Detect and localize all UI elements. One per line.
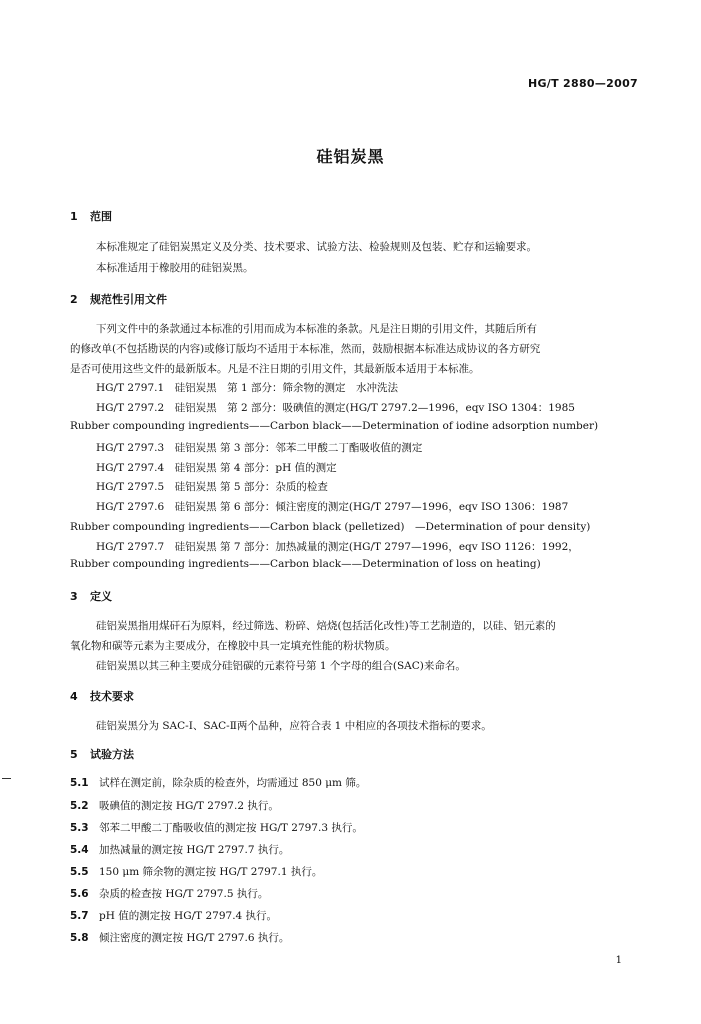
section-1-line: 本标准适用于橡胶用的硅铝炭黑。: [96, 262, 254, 274]
section-title: 范围: [90, 210, 112, 223]
item-text: 吸碘值的测定按 HG/T 2797.2 执行。: [99, 800, 279, 812]
section-5-heading: [70, 746, 134, 762]
reference-line: HG/T 2797.3 硅铝炭黑 第 3 部分：邻苯二甲酸二丁酯吸收值的测定: [96, 442, 423, 454]
reference-line: Rubber compounding ingredients——Carbon black——Determination of loss on heating): [70, 558, 541, 570]
item-number: 5.5: [70, 866, 89, 878]
item-number: 5.1: [70, 777, 89, 789]
reference-line: HG/T 2797.7 硅铝炭黑 第 7 部分：加热减量的测定(HG/T 2797—1996，eqv ISO 1126：1992，: [96, 541, 579, 553]
section-2-intro-line: 的修改单(不包括勘误的内容)或修订版均不适用于本标准，然而，鼓励根据本标准达成协议的各方研究: [70, 343, 541, 355]
section-number: 1: [70, 210, 78, 223]
reference-line: HG/T 2797.6 硅铝炭黑 第 6 部分：倾注密度的测定(HG/T 2797—1996，eqv ISO 1306：1987: [96, 501, 569, 513]
item-text: 倾注密度的测定按 HG/T 2797.6 执行。: [99, 932, 290, 944]
item-text: 邻苯二甲酸二丁酯吸收值的测定按 HG/T 2797.3 执行。: [99, 822, 363, 834]
section-3-line: 硅铝炭黑指用煤矸石为原料，经过筛选、粉碎、焙烧(包括活化改性)等工艺制造的，以硅、铝元素的: [96, 620, 556, 632]
section-3-heading: [70, 588, 112, 604]
section-2-intro-line: 下列文件中的条款通过本标准的引用而成为本标准的条款。凡是注日期的引用文件，其随后所有: [96, 323, 537, 335]
item-text: 试样在测定前，除杂质的检查外，均需通过 850 μm 筛。: [99, 777, 367, 789]
section-3-line: 硅铝炭黑以其三种主要成分硅铝碳的元素符号第 1 个字母的组合(SAC)来命名。: [96, 660, 466, 672]
section-number: 5: [70, 748, 78, 761]
section-1-line: 本标准规定了硅铝炭黑定义及分类、技术要求、试验方法、检验规则及包装、贮存和运输要求。: [96, 241, 537, 253]
section-3-line: 氧化物和碳等元素为主要成分，在橡胶中具一定填充性能的粉状物质。: [70, 640, 396, 652]
section-title: 规范性引用文件: [90, 293, 167, 306]
document-title: 硅铝炭黑: [316, 147, 385, 166]
item-number: 5.8: [70, 932, 89, 944]
section-2-heading: [70, 291, 167, 307]
item-number: 5.3: [70, 822, 89, 834]
page-number: 1: [615, 955, 622, 966]
section-number: 4: [70, 690, 78, 703]
item-text: 加热减量的测定按 HG/T 2797.7 执行。: [99, 844, 290, 856]
standard-code-header: HG/T 2880—2007: [527, 77, 638, 90]
section-number: 3: [70, 590, 78, 603]
item-number: 5.7: [70, 910, 89, 922]
item-text: 150 μm 筛余物的测定按 HG/T 2797.1 执行。: [99, 866, 323, 878]
item-text: pH 值的测定按 HG/T 2797.4 执行。: [99, 910, 278, 922]
test-method-item: [70, 908, 277, 923]
test-method-item: [70, 864, 322, 879]
test-method-item: [70, 820, 363, 835]
scan-margin-mark: [2, 778, 11, 779]
reference-line: HG/T 2797.2 硅铝炭黑 第 2 部分：吸碘值的测定(HG/T 2797.2—1996，eqv ISO 1304：1985: [96, 402, 575, 414]
item-number: 5.4: [70, 844, 89, 856]
reference-line: Rubber compounding ingredients——Carbon black——Determination of iodine adsorption number): [70, 420, 599, 432]
item-text: 杂质的检查按 HG/T 2797.5 执行。: [99, 888, 269, 900]
section-4-heading: [70, 688, 134, 704]
section-title: 技术要求: [90, 690, 134, 703]
reference-line: Rubber compounding ingredients——Carbon black (pelletized) —Determination of pour density): [70, 521, 591, 533]
section-title: 试验方法: [90, 748, 134, 761]
test-method-item: [70, 775, 366, 790]
test-method-item: [70, 886, 268, 901]
test-method-item: [70, 842, 289, 857]
item-number: 5.6: [70, 888, 89, 900]
reference-line: HG/T 2797.1 硅铝炭黑 第 1 部分：筛余物的测定 水冲洗法: [96, 382, 399, 394]
section-title: 定义: [90, 590, 112, 603]
section-number: 2: [70, 293, 78, 306]
test-method-item: [70, 798, 279, 813]
test-method-item: [70, 930, 289, 945]
reference-line: HG/T 2797.4 硅铝炭黑 第 4 部分：pH 值的测定: [96, 462, 337, 474]
section-2-intro-line: 是否可使用这些文件的最新版本。凡是不注日期的引用文件，其最新版本适用于本标准。: [70, 363, 480, 375]
section-1-heading: [70, 208, 112, 224]
item-number: 5.2: [70, 800, 89, 812]
reference-line: HG/T 2797.5 硅铝炭黑 第 5 部分：杂质的检查: [96, 481, 328, 493]
section-4-line: 硅铝炭黑分为 SAC-Ⅰ、SAC-Ⅱ两个品种，应符合表 1 中相应的各项技术指标的要求。: [96, 720, 492, 732]
